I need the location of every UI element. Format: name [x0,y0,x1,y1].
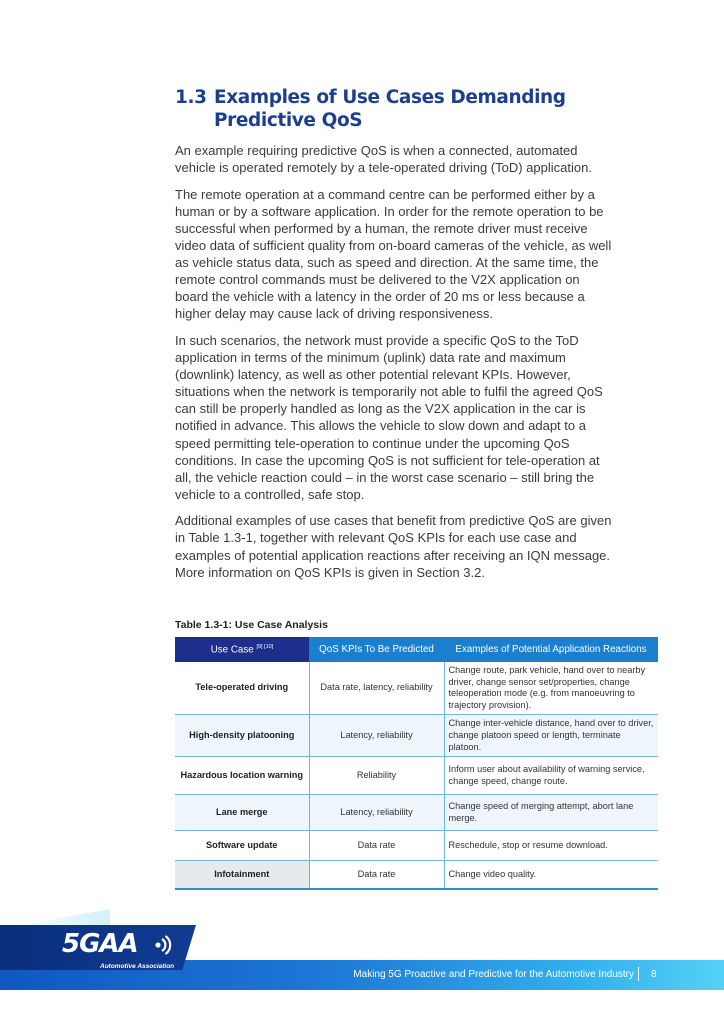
use-case-cell: Infotainment [175,861,309,889]
table-row [175,662,658,715]
use-case-cell: Software update [175,831,309,861]
reaction-cell: Change speed of merging attempt, abort lane merge. [444,795,658,831]
section-number: 1.3 [175,87,207,108]
table-caption: Table 1.3-1: Use Case Analysis [175,619,328,631]
table-row [175,831,658,861]
kpi-cell: Latency, reliability [309,715,444,757]
paragraph: An example requiring predictive QoS is when a connected, automated vehicle is operated remotely by a tele-operated driving (ToD) application. [175,143,592,176]
use-case-cell: Hazardous location warning [175,757,309,795]
section-title-line2: Predictive QoS [214,110,363,131]
use-case-table [175,637,658,890]
table-row [175,757,658,795]
reaction-cell: Change inter-vehicle distance, hand over to driver, change platoon speed or length, terminate platoon. [444,715,658,757]
kpi-cell: Latency, reliability [309,795,444,831]
reaction-cell: Change video quality. [444,861,658,889]
header-kpis: QoS KPIs To Be Predicted [309,637,444,662]
kpi-cell: Data rate [309,831,444,861]
reaction-cell: Reschedule, stop or resume download. [444,831,658,861]
reaction-cell: Inform user about availability of warning service, change speed, change route. [444,757,658,795]
kpi-cell: Data rate, latency, reliability [309,662,444,715]
paragraph: In such scenarios, the network must provide a specific QoS to the ToD application in terms of the minimum (uplink) data rate and maximum (downlink) latency, as well as other potential relevant KPIs. However, situations when the network is temporarily not able to fulfil the agreed QoS can still be properly handled as long as the V2X application in the car is notified in advance. This allows the vehicle to slow down and adapt to a speed permitting tele-operation to continue under the upcoming QoS conditions. In case the upcoming QoS is not sufficient for tele-operation at all, the vehicle reaction could – in the worst case scenario – still bring the vehicle to a controlled, safe stop. [175,332,603,502]
table-row [175,795,658,831]
footer-separator [638,967,639,981]
header-refs: [9] [10] [256,643,274,650]
kpi-cell: Data rate [309,861,444,889]
use-case-cell: High-density platooning [175,715,309,757]
use-case-cell: Lane merge [175,795,309,831]
table-row [175,715,658,757]
page-number: 8 [651,969,657,980]
kpi-cell: Reliability [309,757,444,795]
header-use-case: Use Case [9] [10] [175,637,309,662]
section-title-line1: Examples of Use Cases Demanding [214,87,566,108]
use-case-cell: Tele-operated driving [175,662,309,715]
reaction-cell: Change route, park vehicle, hand over to nearby driver, change sensor set/properties, change teleoperation mode (e.g. from manoeuvring to trajectory provision). [444,662,658,715]
paragraph: The remote operation at a command centre can be performed either by a human or by a software application. In order for the remote operation to be successful when performed by a human, the remote driver must receive video data of sufficient quality from on-board cameras of the vehicle, as well as vehicle status data, such as speed and direction. At the same time, the remote control commands must be delivered to the V2X application on board the vehicle with a latency in the order of 20 ms or less because a higher delay may cause lack of driving responsiveness. [175,186,612,322]
section-heading [175,86,595,132]
logo: 5GAA [62,929,138,959]
footer-title: Making 5G Proactive and Predictive for the Automotive Industry [353,969,634,980]
paragraph: Additional examples of use cases that benefit from predictive QoS are given in Table 1.3-1, together with relevant QoS KPIs for each use case and examples of potential application reactions after receiving an IQN message. More information on QoS KPIs is given in Section 3.2. [175,513,612,580]
table-header-row [175,637,658,662]
logo-subtitle: Automotive Association [100,963,175,970]
header-reactions: Examples of Potential Application Reactions [444,637,658,662]
signal-logo-icon [152,934,172,956]
body-text [175,142,615,590]
table-row [175,861,658,889]
